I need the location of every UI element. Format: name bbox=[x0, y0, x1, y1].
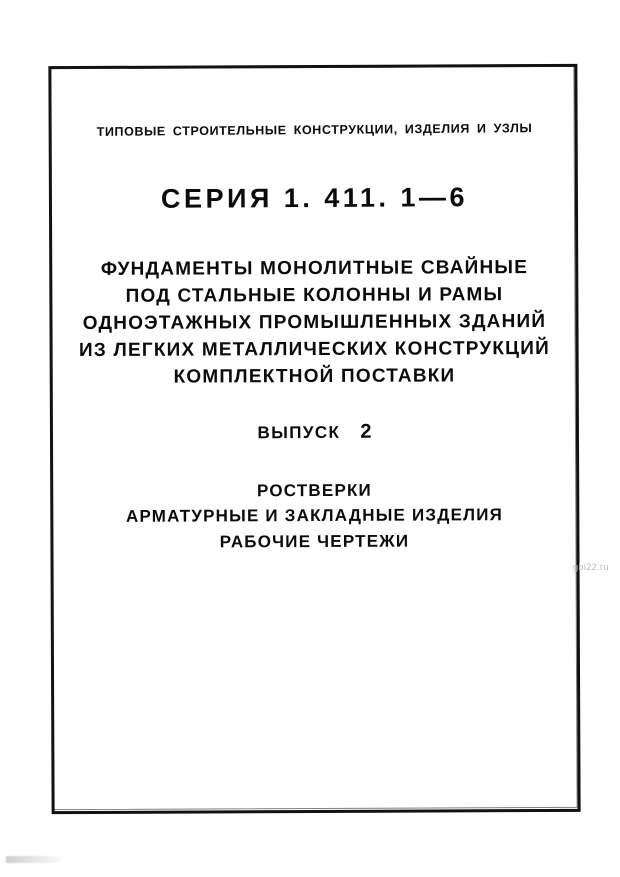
title-line: ФУНДАМЕНТЫ МОНОЛИТНЫЕ СВАЙНЫЕ bbox=[100, 257, 529, 280]
issue-number: 2 bbox=[360, 420, 372, 443]
scan-artifact bbox=[6, 856, 62, 863]
subtitle-line: РОСТВЕРКИ bbox=[256, 480, 373, 501]
title-line: ПОД СТАЛЬНЫЕ КОЛОННЫ И РАМЫ bbox=[125, 284, 504, 307]
issue-label: ВЫПУСК bbox=[257, 422, 341, 443]
issue-line bbox=[74, 420, 555, 446]
subtitle-line: РАБОЧИЕ ЧЕРТЕЖИ bbox=[219, 531, 410, 552]
title-line: ОДНОЭТАЖНЫХ ПРОМЫШЛЕННЫХ ЗДАНИЙ bbox=[82, 310, 547, 334]
series-number: СЕРИЯ 1. 411. 1—6 bbox=[160, 182, 469, 214]
title-page-content bbox=[52, 67, 577, 811]
document-superheading: ТИПОВЫЕ СТРОИТЕЛЬНЫЕ КОНСТРУКЦИИ, ИЗДЕЛИЯ И УЗЛЫ bbox=[96, 121, 533, 139]
document-subtitle bbox=[74, 478, 555, 555]
document-title bbox=[74, 256, 555, 391]
watermark-text: gbi22.ru bbox=[573, 562, 609, 572]
title-line: ИЗ ЛЕГКИХ МЕТАЛЛИЧЕСКИХ КОНСТРУКЦИЙ bbox=[78, 337, 551, 361]
subtitle-line: АРМАТУРНЫЕ И ЗАКЛАДНЫЕ ИЗДЕЛИЯ bbox=[125, 505, 504, 527]
title-line: КОМПЛЕКТНОЙ ПОСТАВКИ bbox=[173, 365, 456, 388]
